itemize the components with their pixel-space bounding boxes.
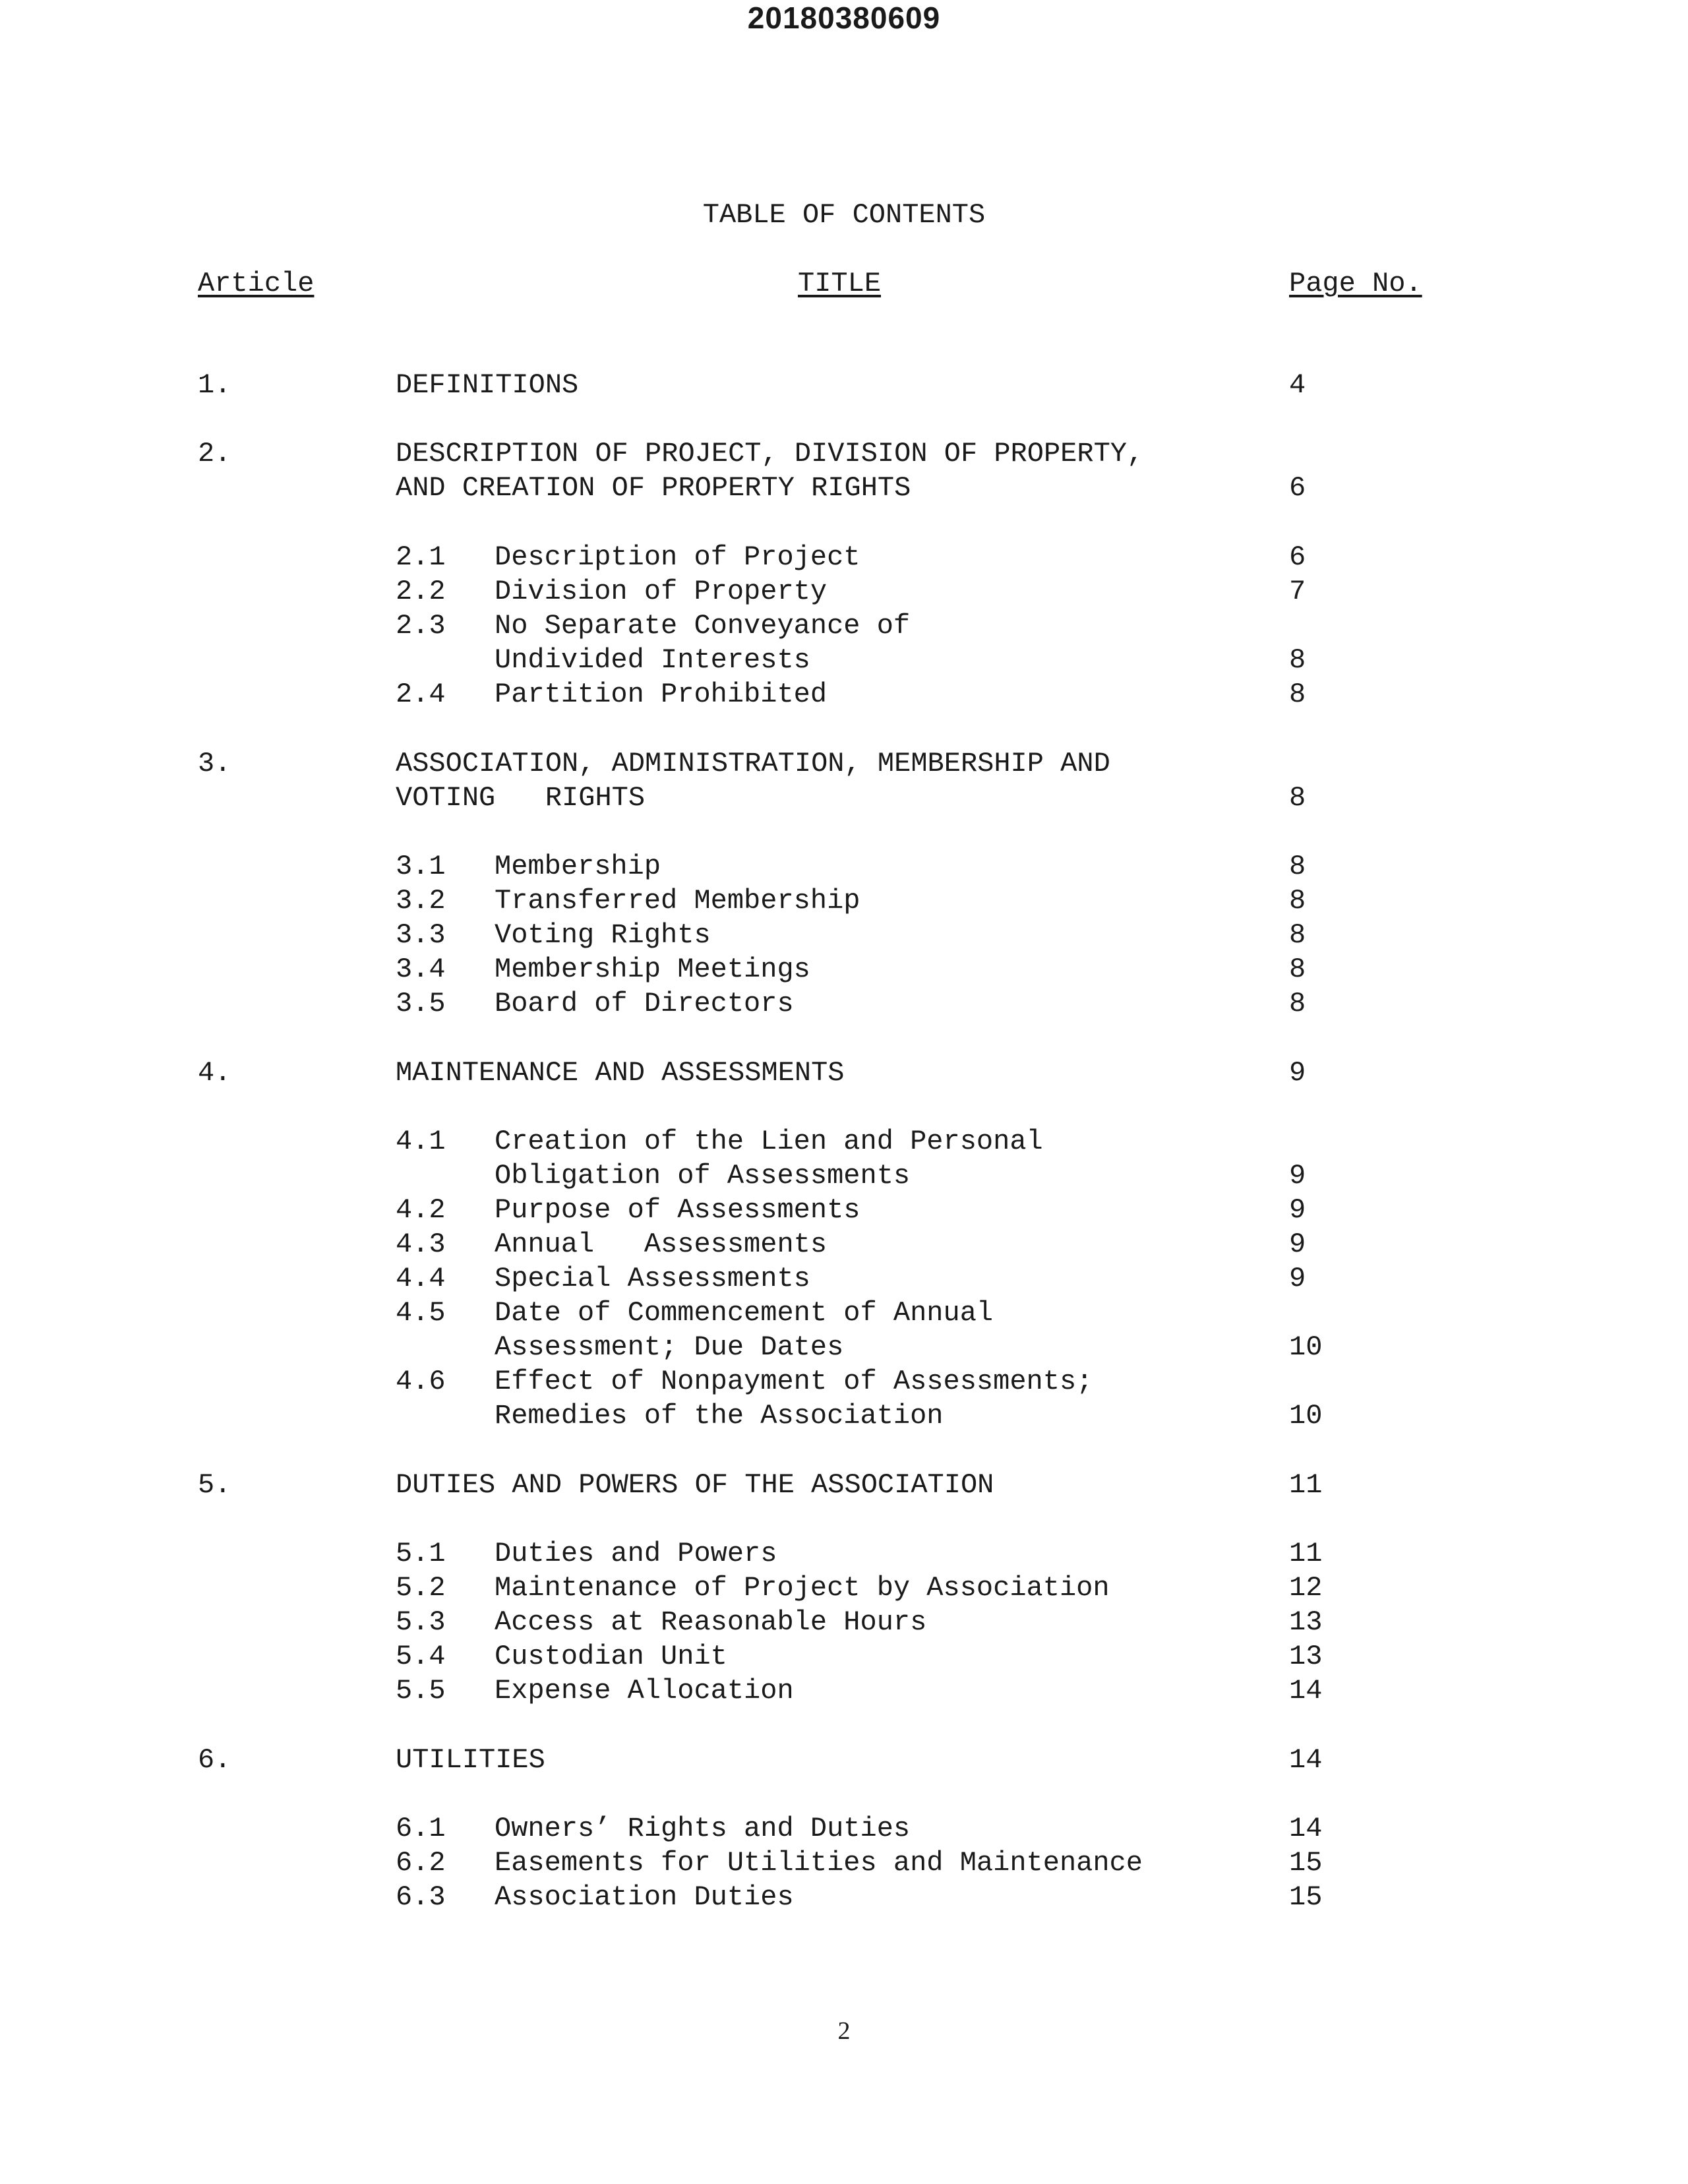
document-number: 20180380609 — [747, 1, 941, 35]
toc-section-title: Purpose of Assessments — [495, 1194, 860, 1226]
toc-section-number: 5.3 — [396, 1606, 446, 1638]
toc-section-number: 2.3 — [396, 610, 446, 642]
toc-section-title: Annual Assessments — [495, 1228, 828, 1260]
toc-row — [0, 1847, 1688, 1881]
toc-page-number: 9 — [1289, 1228, 1306, 1260]
toc-section-number: 4.1 — [396, 1126, 446, 1157]
toc-page-number: 8 — [1289, 919, 1306, 951]
toc-section-title: Remedies of the Association — [495, 1400, 944, 1432]
toc-row — [0, 1606, 1688, 1641]
toc-section-title: Maintenance of Project by Association — [495, 1572, 1110, 1604]
toc-row — [0, 1675, 1688, 1709]
toc-section-number: 5.4 — [396, 1641, 446, 1672]
toc-article-heading: DEFINITIONS — [396, 369, 579, 401]
toc-article-number: 3. — [198, 748, 231, 779]
toc-article-number: 2. — [198, 438, 231, 470]
toc-page-number: 14 — [1289, 1744, 1323, 1776]
toc-section-title: Membership — [495, 851, 661, 882]
toc-section-title: Voting Rights — [495, 919, 711, 951]
toc-row — [0, 919, 1688, 954]
toc-section-title: Description of Project — [495, 541, 860, 573]
toc-page-number: 15 — [1289, 1847, 1323, 1879]
column-header-page: Page No. — [1289, 268, 1422, 299]
toc-row — [0, 438, 1688, 472]
toc-row — [0, 1641, 1688, 1675]
toc-page-number: 14 — [1289, 1813, 1323, 1844]
toc-section-number: 2.2 — [396, 576, 446, 607]
toc-section-title: Effect of Nonpayment of Assessments; — [495, 1366, 1093, 1397]
toc-section-number: 6.3 — [396, 1881, 446, 1913]
toc-row — [0, 988, 1688, 1022]
toc-article-heading: UTILITIES — [396, 1744, 545, 1776]
toc-section-number: 4.6 — [396, 1366, 446, 1397]
toc-article-number: 6. — [198, 1744, 231, 1776]
toc-section-title: Board of Directors — [495, 988, 794, 1019]
toc-section-number: 2.1 — [396, 541, 446, 573]
toc-row — [0, 1538, 1688, 1572]
toc-page-number: 13 — [1289, 1606, 1323, 1638]
toc-title: TABLE OF CONTENTS — [702, 199, 986, 231]
toc-section-title: Undivided Interests — [495, 644, 810, 676]
toc-section-title: Assessment; Due Dates — [495, 1331, 844, 1363]
toc-row — [0, 1194, 1688, 1228]
toc-section-number: 4.2 — [396, 1194, 446, 1226]
toc-page-number: 13 — [1289, 1641, 1323, 1672]
toc-row — [0, 748, 1688, 782]
column-header-title: TITLE — [798, 268, 882, 299]
page-number: 2 — [837, 2017, 851, 2045]
toc-section-number: 5.1 — [396, 1538, 446, 1569]
toc-section-number: 6.1 — [396, 1813, 446, 1844]
toc-row — [0, 1331, 1688, 1366]
toc-page-number: 9 — [1289, 1057, 1306, 1089]
toc-article-heading: AND CREATION OF PROPERTY RIGHTS — [396, 472, 911, 504]
toc-row — [0, 644, 1688, 679]
toc-section-title: Access at Reasonable Hours — [495, 1606, 927, 1638]
toc-page-number: 8 — [1289, 851, 1306, 882]
toc-page-number: 8 — [1289, 679, 1306, 710]
toc-page-number: 8 — [1289, 954, 1306, 985]
toc-article-heading: DESCRIPTION OF PROJECT, DIVISION OF PROPERTY, — [396, 438, 1144, 470]
toc-section-number: 5.2 — [396, 1572, 446, 1604]
toc-row — [0, 541, 1688, 576]
toc-page-number: 11 — [1289, 1469, 1323, 1501]
toc-article-heading: ASSOCIATION, ADMINISTRATION, MEMBERSHIP AND — [396, 748, 1110, 779]
toc-article-number: 5. — [198, 1469, 231, 1501]
toc-row — [0, 369, 1688, 404]
toc-page-number: 10 — [1289, 1400, 1323, 1432]
toc-section-title: Easements for Utilities and Maintenance — [495, 1847, 1143, 1879]
toc-row — [0, 1469, 1688, 1503]
toc-page-number: 8 — [1289, 782, 1306, 814]
toc-section-title: Expense Allocation — [495, 1675, 794, 1707]
toc-page-number: 6 — [1289, 541, 1306, 573]
toc-section-number: 5.5 — [396, 1675, 446, 1707]
toc-section-number: 4.3 — [396, 1228, 446, 1260]
toc-page-number: 9 — [1289, 1194, 1306, 1226]
toc-row — [0, 610, 1688, 644]
toc-section-title: No Separate Conveyance of — [495, 610, 911, 642]
toc-page-number: 6 — [1289, 472, 1306, 504]
toc-article-heading: VOTING RIGHTS — [396, 782, 646, 814]
toc-section-title: Transferred Membership — [495, 885, 860, 917]
toc-section-number: 3.3 — [396, 919, 446, 951]
toc-row — [0, 1400, 1688, 1434]
toc-page-number: 4 — [1289, 369, 1306, 401]
toc-row — [0, 1263, 1688, 1297]
toc-row — [0, 1881, 1688, 1916]
toc-section-title: Membership Meetings — [495, 954, 810, 985]
toc-row — [0, 885, 1688, 919]
toc-page-number: 9 — [1289, 1263, 1306, 1294]
toc-article-heading: DUTIES AND POWERS OF THE ASSOCIATION — [396, 1469, 994, 1501]
toc-row — [0, 1366, 1688, 1400]
toc-article-number: 1. — [198, 369, 231, 401]
toc-section-number: 3.1 — [396, 851, 446, 882]
toc-section-number: 4.4 — [396, 1263, 446, 1294]
toc-page-number: 10 — [1289, 1331, 1323, 1363]
toc-page-number: 7 — [1289, 576, 1306, 607]
toc-section-number: 3.4 — [396, 954, 446, 985]
toc-row — [0, 1126, 1688, 1160]
toc-section-number: 6.2 — [396, 1847, 446, 1879]
toc-section-title: Duties and Powers — [495, 1538, 777, 1569]
toc-page-number: 15 — [1289, 1881, 1323, 1913]
toc-article-heading: MAINTENANCE AND ASSESSMENTS — [396, 1057, 845, 1089]
toc-section-number: 4.5 — [396, 1297, 446, 1329]
toc-section-title: Special Assessments — [495, 1263, 810, 1294]
toc-section-title: Partition Prohibited — [495, 679, 828, 710]
toc-page-number: 14 — [1289, 1675, 1323, 1707]
toc-section-title: Owners’ Rights and Duties — [495, 1813, 911, 1844]
toc-row — [0, 1160, 1688, 1194]
toc-row — [0, 576, 1688, 610]
toc-page-number: 8 — [1289, 644, 1306, 676]
toc-section-title: Date of Commencement of Annual — [495, 1297, 994, 1329]
toc-row — [0, 851, 1688, 885]
toc-section-title: Division of Property — [495, 576, 828, 607]
toc-section-title: Association Duties — [495, 1881, 794, 1913]
toc-row — [0, 1572, 1688, 1606]
toc-row — [0, 472, 1688, 506]
toc-page-number: 9 — [1289, 1160, 1306, 1192]
toc-row — [0, 1057, 1688, 1091]
toc-section-number: 3.2 — [396, 885, 446, 917]
toc-article-number: 4. — [198, 1057, 231, 1089]
toc-section-number: 3.5 — [396, 988, 446, 1019]
toc-page-number: 11 — [1289, 1538, 1323, 1569]
column-header-article: Article — [198, 268, 315, 299]
toc-row — [0, 1813, 1688, 1847]
toc-row — [0, 1228, 1688, 1263]
toc-row — [0, 1297, 1688, 1331]
toc-section-number: 2.4 — [396, 679, 446, 710]
toc-row — [0, 782, 1688, 816]
toc-row — [0, 954, 1688, 988]
toc-page-number: 12 — [1289, 1572, 1323, 1604]
toc-page-number: 8 — [1289, 988, 1306, 1019]
toc-row — [0, 1744, 1688, 1778]
toc-section-title: Creation of the Lien and Personal — [495, 1126, 1043, 1157]
toc-section-title: Obligation of Assessments — [495, 1160, 911, 1192]
toc-page-number: 8 — [1289, 885, 1306, 917]
toc-row — [0, 679, 1688, 713]
toc-section-title: Custodian Unit — [495, 1641, 727, 1672]
